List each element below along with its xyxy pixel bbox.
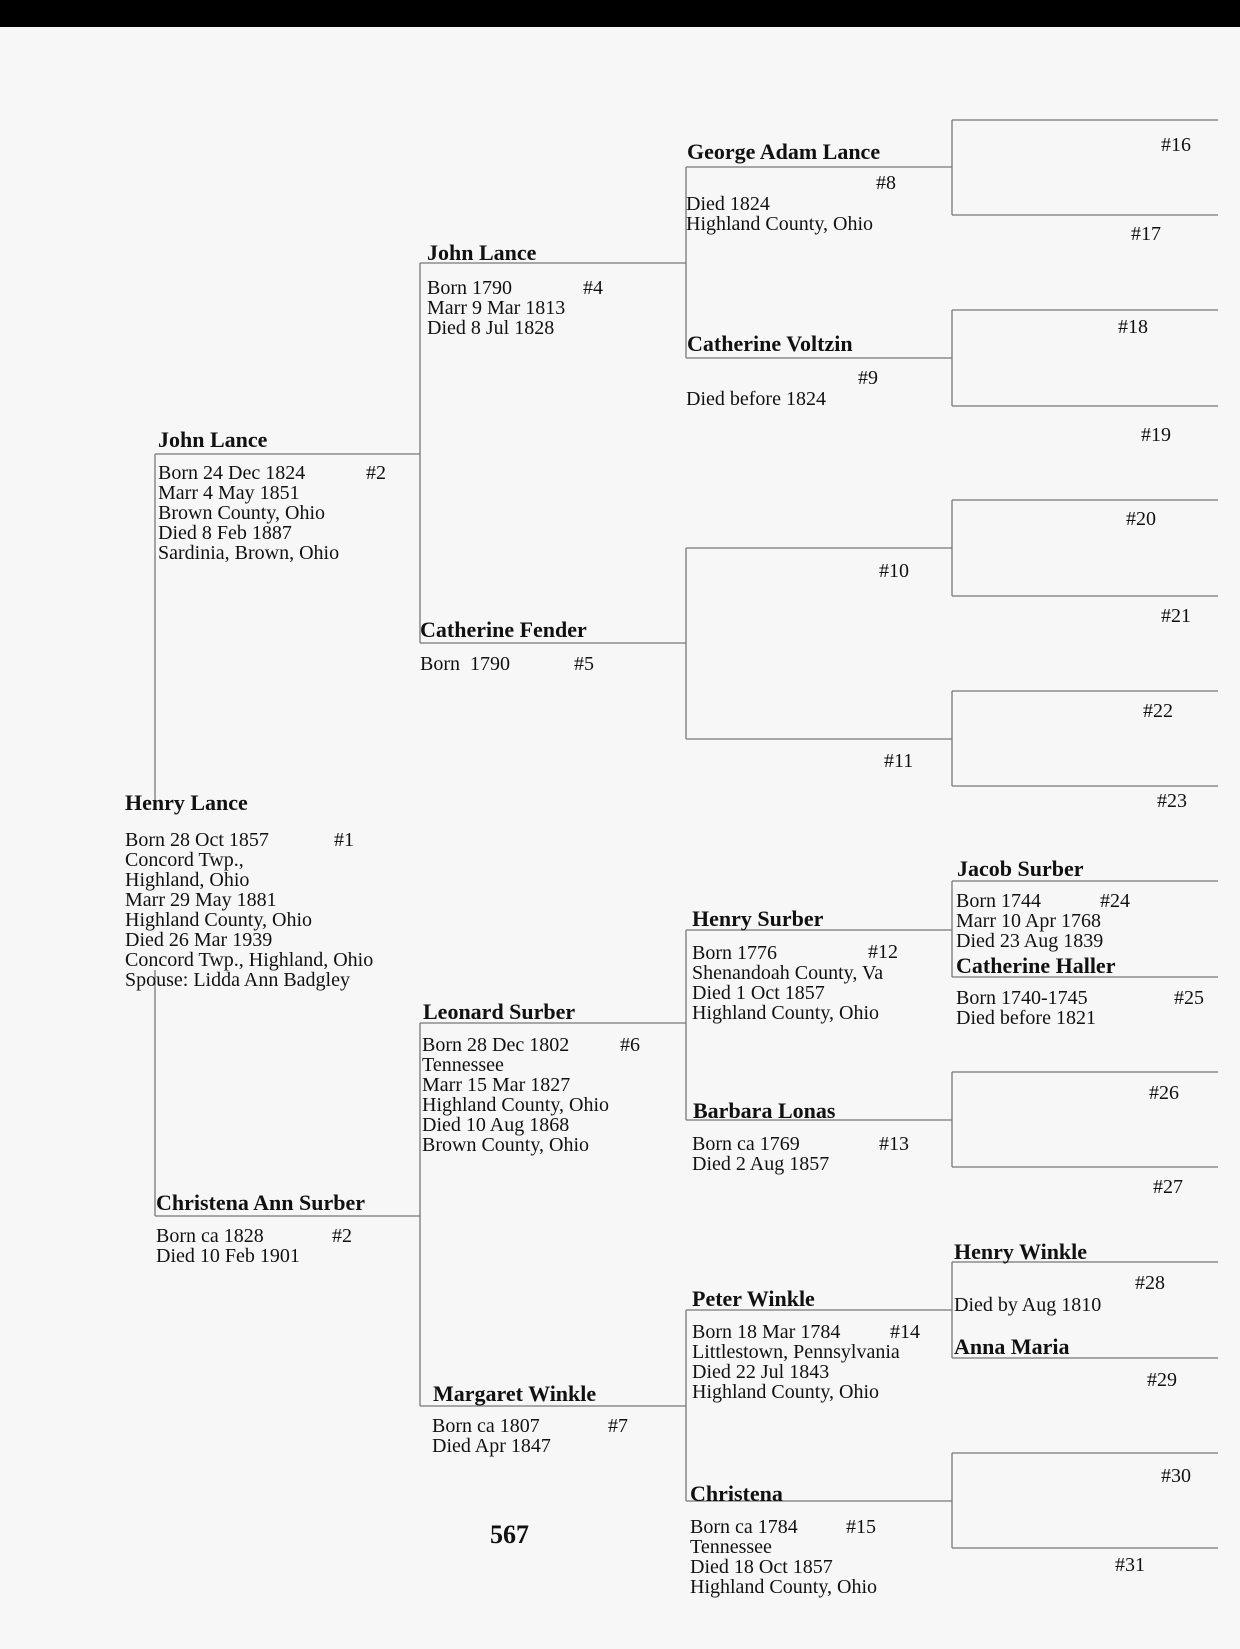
person-24-name: Jacob Surber <box>957 856 1084 881</box>
person-3-number: #2 <box>332 1225 352 1247</box>
person-23-number: #23 <box>1157 790 1187 812</box>
person-18-number: #18 <box>1118 316 1148 338</box>
person-10-number: #10 <box>879 560 909 582</box>
person-30-number: #30 <box>1161 1465 1191 1487</box>
person-29-number: #29 <box>1147 1369 1177 1391</box>
person-28-details: Died by Aug 1810 <box>954 1294 1102 1316</box>
person-4-name: John Lance <box>427 240 537 265</box>
person-24-number: #24 <box>1100 890 1130 912</box>
person-31-number: #31 <box>1115 1554 1145 1576</box>
person-1-name: Henry Lance <box>125 790 248 815</box>
person-13-details: Born ca 1769 Died 2 Aug 1857 <box>692 1133 830 1175</box>
person-3-name: Christena Ann Surber <box>156 1190 366 1215</box>
person-7-details: Born ca 1807 Died Apr 1847 <box>432 1415 551 1457</box>
person-3-details: Born ca 1828 Died 10 Feb 1901 <box>156 1225 300 1267</box>
person-9-number: #9 <box>858 367 878 389</box>
person-28-number: #28 <box>1135 1272 1165 1294</box>
person-6-name: Leonard Surber <box>423 999 576 1024</box>
person-29-name: Anna Maria <box>954 1334 1070 1359</box>
person-12-name: Henry Surber <box>692 906 824 931</box>
person-24-details: Born 1744 Marr 10 Apr 1768 Died 23 Aug 1839 <box>956 890 1104 952</box>
person-5-details: Born 1790 <box>420 653 510 675</box>
person-8-name: George Adam Lance <box>687 139 881 164</box>
person-14-name: Peter Winkle <box>692 1286 815 1311</box>
person-25-number: #25 <box>1174 987 1204 1009</box>
person-14-details: Born 18 Mar 1784 Littlestown, Pennsylvania Died 22 Jul 1843 Highland County, Ohio <box>692 1321 900 1403</box>
person-15-name: Christena <box>690 1481 783 1506</box>
person-5-name: Catherine Fender <box>420 617 587 642</box>
person-21-number: #21 <box>1161 605 1191 627</box>
person-12-details: Born 1776 Shenandoah County, Va Died 1 Oct 1857 Highland County, Ohio <box>692 942 884 1024</box>
person-2-name: John Lance <box>158 427 268 452</box>
person-2-details: Born 24 Dec 1824 Marr 4 May 1851 Brown County, Ohio Died 8 Feb 1887 Sardinia, Brown, Ohio <box>158 462 340 564</box>
person-13-name: Barbara Lonas <box>693 1098 836 1123</box>
person-2-number: #2 <box>366 462 386 484</box>
person-6-details: Born 28 Dec 1802 Tennessee Marr 15 Mar 1827 Highland County, Ohio Died 10 Aug 1868 Brown County, Ohio <box>422 1034 610 1156</box>
person-15-details: Born ca 1784 Tennessee Died 18 Oct 1857 Highland County, Ohio <box>690 1516 878 1598</box>
person-7-name: Margaret Winkle <box>433 1381 597 1406</box>
person-9-details: Died before 1824 <box>686 388 826 410</box>
person-6-number: #6 <box>620 1034 640 1056</box>
person-25-name: Catherine Haller <box>956 953 1116 978</box>
person-4-details: Born 1790 Marr 9 Mar 1813 Died 8 Jul 1828 <box>427 277 566 339</box>
person-5-number: #5 <box>574 653 594 675</box>
person-13-number: #13 <box>879 1133 909 1155</box>
person-4-number: #4 <box>583 277 603 299</box>
person-8-number: #8 <box>876 172 896 194</box>
person-17-number: #17 <box>1131 223 1161 245</box>
person-14-number: #14 <box>890 1321 920 1343</box>
person-19-number: #19 <box>1141 424 1171 446</box>
person-1-details: Born 28 Oct 1857 Concord Twp., Highland, Ohio Marr 29 May 1881 Highland County, Ohio Died 26 Mar 1939 Concord Twp., Highland, Ohio Spouse: Lidda Ann Badgley <box>125 829 374 991</box>
person-27-number: #27 <box>1153 1176 1183 1198</box>
person-9-name: Catherine Voltzin <box>687 331 853 356</box>
person-16-number: #16 <box>1161 134 1191 156</box>
person-7-number: #7 <box>608 1415 628 1437</box>
person-11-number: #11 <box>884 750 914 772</box>
person-22-number: #22 <box>1143 700 1173 722</box>
person-1-number: #1 <box>334 829 354 851</box>
person-25-details: Born 1740-1745 Died before 1821 <box>956 987 1096 1029</box>
page-number: 567 <box>490 1520 529 1549</box>
person-20-number: #20 <box>1126 508 1156 530</box>
person-15-number: #15 <box>846 1516 876 1538</box>
person-12-number: #12 <box>868 941 898 963</box>
person-26-number: #26 <box>1149 1082 1179 1104</box>
person-28-name: Henry Winkle <box>954 1239 1088 1264</box>
person-8-details: Died 1824 Highland County, Ohio <box>686 193 874 235</box>
